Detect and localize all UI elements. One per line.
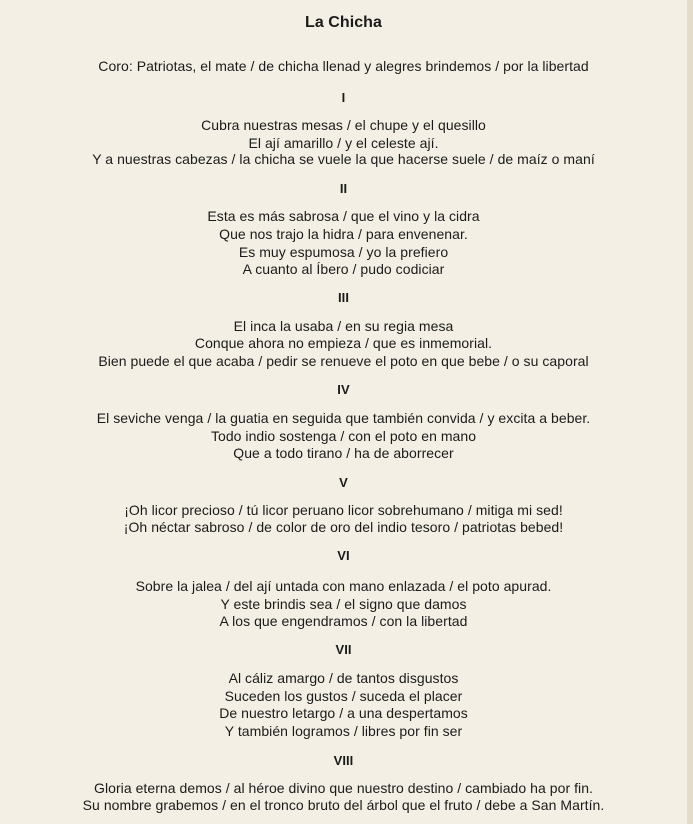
verse-line: Conque ahora no empieza / que es inmemorial.	[194, 335, 493, 351]
verse-line: Es muy espumosa / yo la prefiero	[238, 244, 449, 260]
stanza-numeral: VI	[337, 548, 350, 563]
verse-line: El inca la usaba / en su regia mesa	[233, 318, 454, 334]
verse-line: Todo indio sostenga / con el poto en mano	[210, 428, 477, 444]
verse-line: Bien puede el que acaba / pedir se renueve el poto en que bebe / o su caporal	[98, 353, 589, 369]
verse-line: Gloria eterna demos / al héroe divino que nuestro destino / cambiado ha por fin.	[94, 780, 593, 796]
stanza-numeral: III	[338, 290, 349, 305]
verse-line: Suceden los gustos / suceda el placer	[224, 688, 463, 704]
stanza-numeral: VIII	[333, 753, 354, 768]
verse-line: A los que engendramos / con la libertad	[219, 613, 468, 629]
verse-line: El ají amarillo / y el celeste ají.	[248, 135, 439, 151]
stanza-numeral: II	[339, 181, 348, 196]
verse-line: Y también logramos / libres por fin ser	[224, 723, 463, 739]
verse-line: Y a nuestras cabezas / la chicha se vuele la que hacerse suele / de maíz o maní	[92, 151, 595, 167]
song-title: La Chicha	[305, 14, 382, 31]
verse-line: Cubra nuestras mesas / el chupe y el quesillo	[201, 117, 486, 133]
verse-line: El seviche venga / la guatia en seguida que también convida / y excita a beber.	[96, 410, 591, 426]
stanza-numeral: I	[341, 90, 346, 105]
stanza-numeral: IV	[337, 382, 350, 397]
verse-line: Esta es más sabrosa / que el vino y la cidra	[207, 208, 480, 224]
verse-line: Que nos trajo la hidra / para envenenar.	[219, 226, 468, 242]
chorus-line: Coro: Patriotas, el mate / de chicha llenad y alegres brindemos / por la libertad	[98, 58, 589, 74]
verse-line: Su nombre grabemos / en el tronco bruto del árbol que el fruto / debe a San Martín.	[82, 797, 605, 813]
verse-line: ¡Oh néctar sabroso / de color de oro del indio tesoro / patriotas bebed!	[123, 519, 564, 535]
verse-line: Sobre la jalea / del ají untada con mano enlazada / el poto apurad.	[135, 578, 552, 594]
verse-line: A cuanto al Íbero / pudo codiciar	[242, 261, 445, 277]
verse-line: Que a todo tirano / ha de aborrecer	[233, 445, 454, 461]
verse-line: ¡Oh licor precioso / tú licor peruano licor sobrehumano / mitiga mi sed!	[124, 502, 563, 518]
stanza-numeral: VII	[335, 642, 352, 657]
stanza-numeral: V	[339, 475, 348, 490]
verse-line: Y este brindis sea / el signo que damos	[220, 596, 467, 612]
verse-line: De nuestro letargo / a una despertamos	[219, 705, 468, 721]
verse-line: Al cáliz amargo / de tantos disgustos	[228, 670, 459, 686]
